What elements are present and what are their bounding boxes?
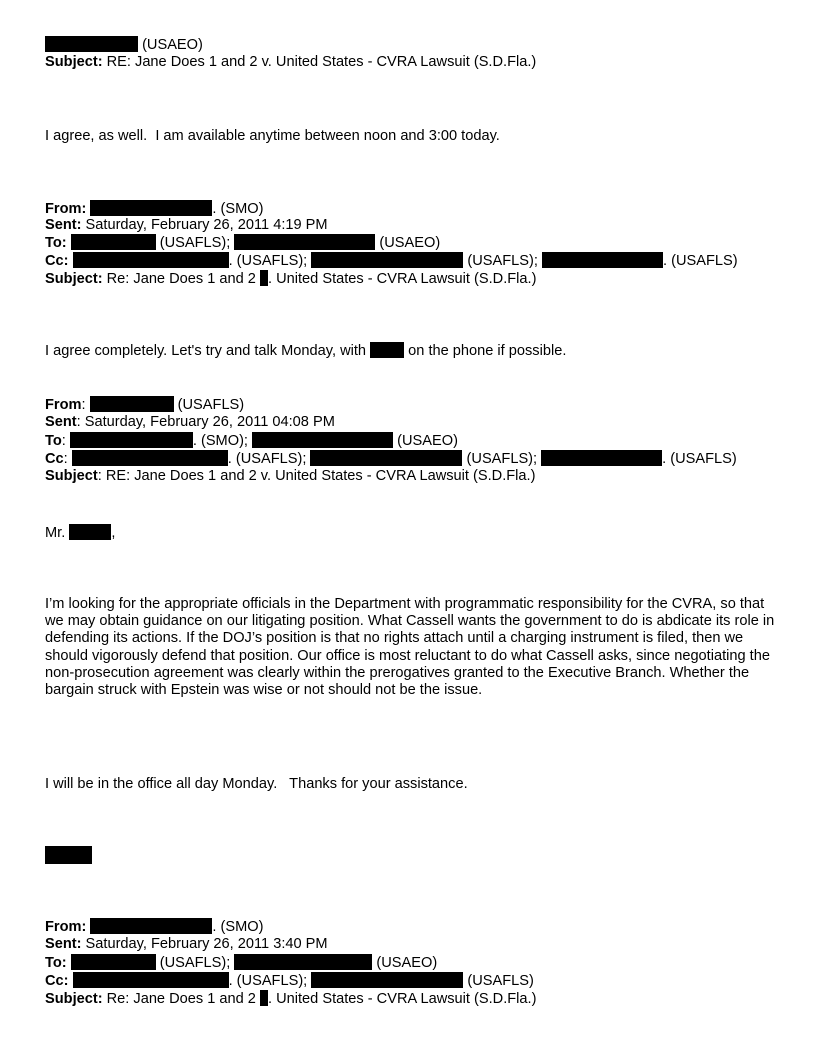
redaction-box bbox=[311, 252, 463, 268]
redaction-box bbox=[90, 396, 174, 412]
redaction-box bbox=[45, 36, 138, 52]
header-4-from: From: . (SMO) bbox=[45, 919, 264, 935]
redaction-box bbox=[234, 954, 372, 970]
header-2-sent: Sent: Saturday, February 26, 2011 4:19 PM bbox=[45, 217, 328, 233]
redaction-box bbox=[310, 450, 462, 466]
redaction-box bbox=[90, 200, 212, 216]
redaction-box bbox=[45, 846, 92, 864]
header-2-to: To: (USAFLS); (USAEO) bbox=[45, 235, 441, 251]
redaction-box bbox=[69, 524, 111, 540]
header-3-to: To: . (SMO); (USAEO) bbox=[45, 433, 458, 449]
redaction-box bbox=[73, 972, 229, 988]
header-3-cc: Cc: . (USAFLS); (USAFLS); . (USAFLS) bbox=[45, 451, 737, 467]
redaction-box bbox=[90, 918, 212, 934]
redaction-box bbox=[71, 234, 156, 250]
redaction-box bbox=[234, 234, 375, 250]
redaction-box bbox=[260, 990, 268, 1006]
redaction-box bbox=[370, 342, 404, 358]
header-2-subject: Subject: Re: Jane Does 1 and 2 . United States - CVRA Lawsuit (S.D.Fla.) bbox=[45, 271, 537, 287]
header-4-cc: Cc: . (USAFLS); (USAFLS) bbox=[45, 973, 534, 989]
message-3-paragraph: I’m looking for the appropriate officials in the Department with programmatic responsibility for the CVRA, so that we may obtain guidance on our litigating position. What Cassell wants the government to do is abdicate its role in defending its actions. If the DOJ’s position is that no rights attach until a charging instrument is filed, then we should vigorously defend that position. Our office is most reluctant to do what Cassell asks, since negotiating the non-prosecution agreement was clearly within the prerogatives granted to the Executive Branch. Whether the bargain struck with Epstein was wise or not should not be the issue. bbox=[45, 596, 775, 699]
message-3-closing: I will be in the office all day Monday. Thanks for your assistance. bbox=[45, 776, 468, 792]
header-2-from: From: . (SMO) bbox=[45, 201, 264, 217]
redaction-box bbox=[541, 450, 662, 466]
redaction-box bbox=[73, 252, 229, 268]
redaction-box bbox=[70, 432, 193, 448]
header-3-sent: Sent: Saturday, February 26, 2011 04:08 PM bbox=[45, 414, 335, 430]
header-4-subject: Subject: Re: Jane Does 1 and 2 . United States - CVRA Lawsuit (S.D.Fla.) bbox=[45, 991, 537, 1007]
message-2-body: I agree completely. Let's try and talk Monday, with on the phone if possible. bbox=[45, 343, 567, 359]
header-2-cc: Cc: . (USAFLS); (USAFLS); . (USAFLS) bbox=[45, 253, 738, 269]
top-recipient-line: (USAEO) bbox=[45, 36, 203, 53]
redaction-box bbox=[71, 954, 156, 970]
top-subject-line: Subject: RE: Jane Does 1 and 2 v. United States - CVRA Lawsuit (S.D.Fla.) bbox=[45, 54, 537, 70]
redaction-box bbox=[311, 972, 463, 988]
header-3-from: From: (USAFLS) bbox=[45, 397, 245, 413]
message-3-salutation: Mr. , bbox=[45, 525, 116, 541]
redaction-box bbox=[260, 270, 268, 286]
message-1-body: I agree, as well. I am available anytime between noon and 3:00 today. bbox=[45, 128, 500, 144]
redaction-box bbox=[542, 252, 663, 268]
header-4-to: To: (USAFLS); (USAEO) bbox=[45, 955, 438, 971]
redaction-box bbox=[252, 432, 393, 448]
header-4-sent: Sent: Saturday, February 26, 2011 3:40 PM bbox=[45, 936, 328, 952]
header-3-subject: Subject: RE: Jane Does 1 and 2 v. United States - CVRA Lawsuit (S.D.Fla.) bbox=[45, 468, 536, 484]
redaction-box bbox=[72, 450, 228, 466]
signature-line bbox=[45, 846, 92, 863]
